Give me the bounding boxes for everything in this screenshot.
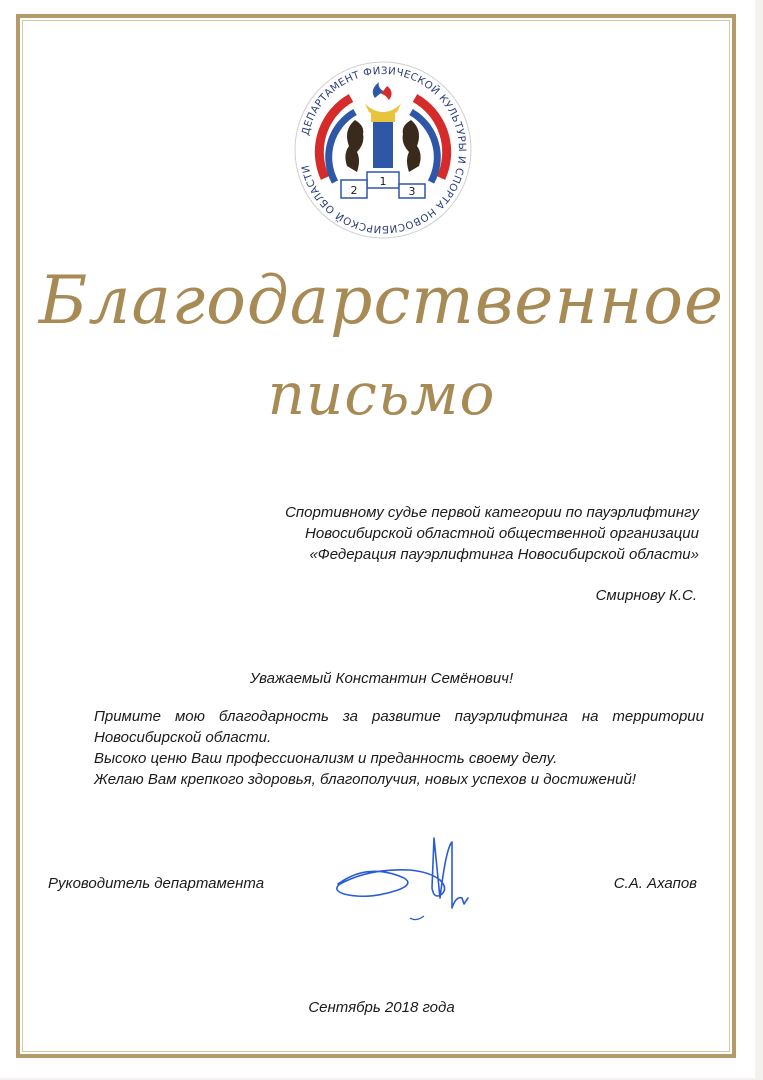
body-paragraph: Желаю Вам крепкого здоровья, благополучия, новых успехов и достижений! [94,771,636,788]
recipient-line: «Федерация пауэрлифтинга Новосибирской области» [309,546,699,563]
recipient-line: Спортивному судье первой категории по пауэрлифтингу [285,504,699,521]
castle-tower-icon [373,122,393,168]
recipient-address [179,502,699,565]
department-emblem [293,60,473,240]
handwritten-signature [330,822,480,932]
letter-body [48,706,704,790]
recipient-name: Смирнову К.С. [595,587,697,604]
castle-top-icon [371,112,395,122]
body-paragraph: Высоко ценю Ваш профессионализм и преданность своему делу. [94,750,558,767]
podium-label-3: 3 [408,185,416,198]
body-paragraph: Примите мою благодарность за развитие пауэрлифтинга на территории Новосибирской области. [94,708,704,746]
recipient-line: Новосибирской областной общественной организации [305,525,699,542]
podium-label-2: 2 [350,184,358,197]
emblem-ring-text: ДЕПАРТАМЕНТ ФИЗИЧЕСКОЙ КУЛЬТУРЫ И СПОРТА НОВОСИБИРСКОЙ ОБЛАСТИ [300,65,468,235]
signatory-position: Руководитель департамента [48,875,265,892]
title-line-2: письмо [267,360,496,428]
letter-date: Сентябрь 2018 года [308,999,455,1016]
podium-label-1: 1 [379,175,387,188]
greeting: Уважаемый Константин Семёнович! [249,670,514,687]
title-line-1: Благодарственное [38,262,725,339]
signatory-name: С.А. Ахапов [613,875,697,892]
